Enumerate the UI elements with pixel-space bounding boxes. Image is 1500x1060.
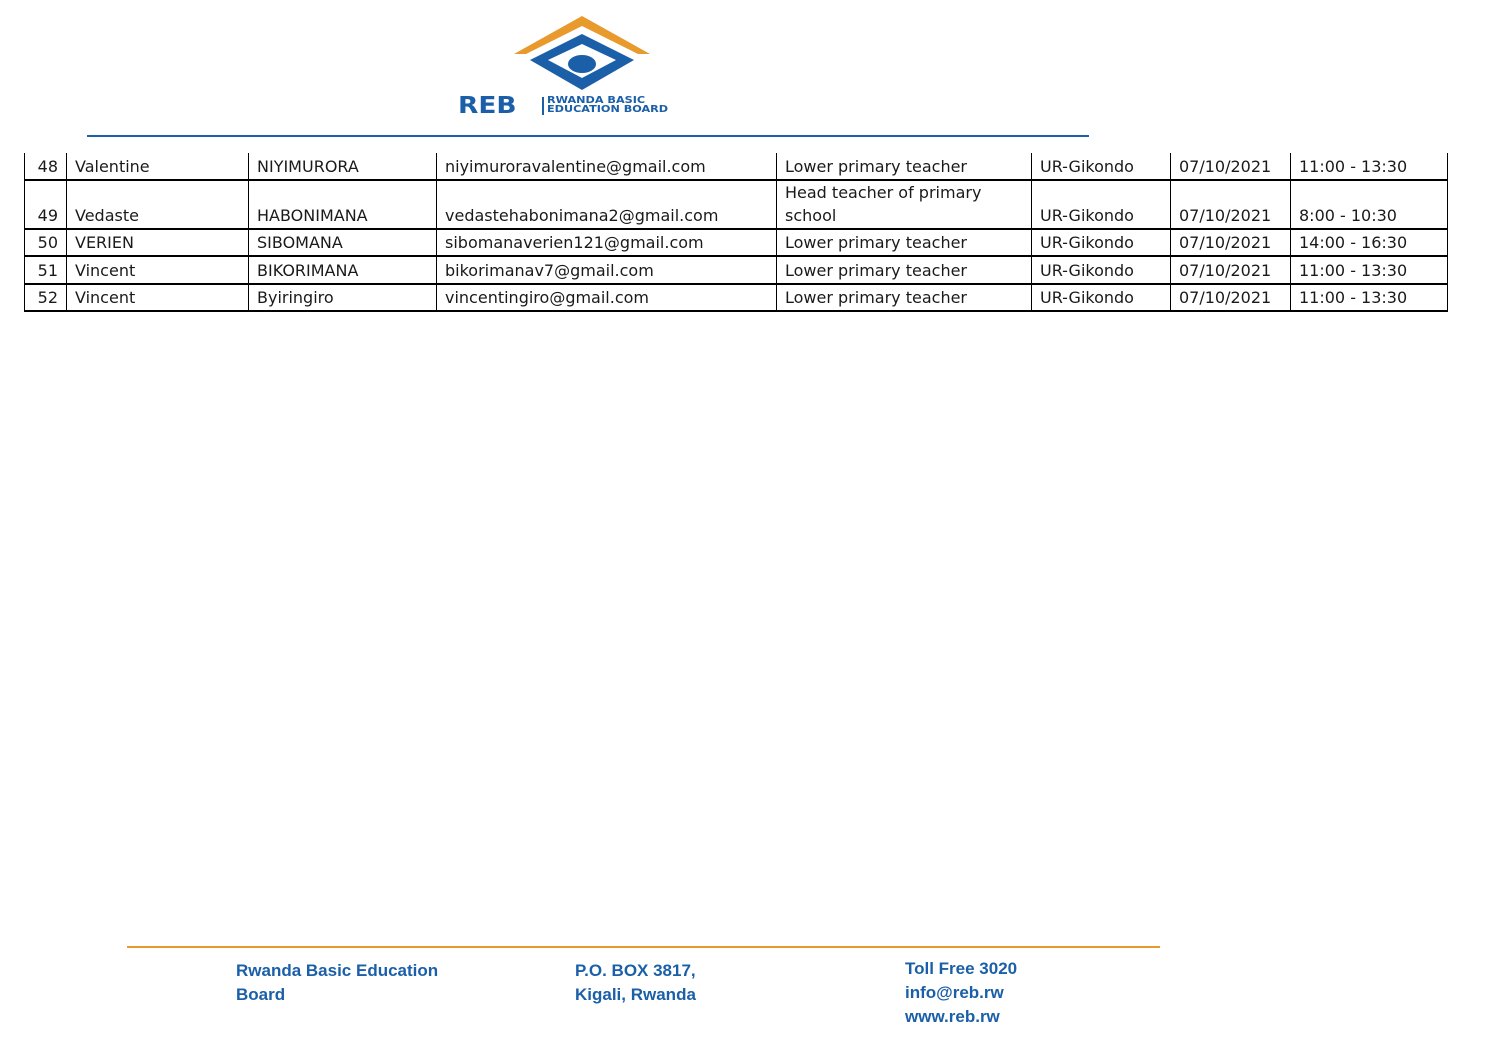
table-row xyxy=(25,153,1448,180)
center: UR-Gikondo xyxy=(1032,153,1171,180)
last-name: HABONIMANA xyxy=(249,180,437,229)
center: UR-Gikondo xyxy=(1032,256,1171,284)
last-name: Byiringiro xyxy=(249,284,437,311)
footer-org xyxy=(236,959,438,1007)
table-row xyxy=(25,256,1448,284)
logo-divider xyxy=(542,97,544,115)
time-slot: 14:00 - 16:30 xyxy=(1291,229,1448,256)
footer-address-line2: Kigali, Rwanda xyxy=(575,985,696,1004)
date: 07/10/2021 xyxy=(1171,284,1291,311)
center: UR-Gikondo xyxy=(1032,284,1171,311)
footer-website: www.reb.rw xyxy=(905,1007,1000,1026)
footer-org-line2: Board xyxy=(236,985,286,1004)
email: vedastehabonimana2@gmail.com xyxy=(437,180,777,229)
center: UR-Gikondo xyxy=(1032,180,1171,229)
position xyxy=(777,180,1032,229)
date: 07/10/2021 xyxy=(1171,229,1291,256)
position-line2: school xyxy=(785,206,837,225)
participants-table xyxy=(24,153,1448,312)
position: Lower primary teacher xyxy=(777,284,1032,311)
last-name: NIYIMURORA xyxy=(249,153,437,180)
footer-tollfree: Toll Free 3020 xyxy=(905,959,1018,978)
footer-address xyxy=(575,959,696,1007)
last-name: BIKORIMANA xyxy=(249,256,437,284)
time-slot: 11:00 - 13:30 xyxy=(1291,153,1448,180)
first-name: VERIEN xyxy=(67,229,249,256)
logo-line2: EDUCATION BOARD xyxy=(547,104,669,115)
table-row xyxy=(25,180,1448,229)
email: sibomanaverien121@gmail.com xyxy=(437,229,777,256)
email: niyimuroravalentine@gmail.com xyxy=(437,153,777,180)
date: 07/10/2021 xyxy=(1171,153,1291,180)
footer-address-line1: P.O. BOX 3817, xyxy=(575,961,696,980)
row-number: 50 xyxy=(25,229,67,256)
email: vincentingiro@gmail.com xyxy=(437,284,777,311)
reb-logo xyxy=(456,14,708,118)
time-slot: 11:00 - 13:30 xyxy=(1291,256,1448,284)
table-row xyxy=(25,229,1448,256)
row-number: 52 xyxy=(25,284,67,311)
time-slot: 11:00 - 13:30 xyxy=(1291,284,1448,311)
center: UR-Gikondo xyxy=(1032,229,1171,256)
row-number: 48 xyxy=(25,153,67,180)
footer-contact xyxy=(905,957,1017,1029)
position: Lower primary teacher xyxy=(777,229,1032,256)
email: bikorimanav7@gmail.com xyxy=(437,256,777,284)
footer-divider xyxy=(127,946,1160,948)
position-line1: Head teacher of primary xyxy=(785,183,982,202)
position: Lower primary teacher xyxy=(777,256,1032,284)
position: Lower primary teacher xyxy=(777,153,1032,180)
first-name: Vedaste xyxy=(67,180,249,229)
first-name: Valentine xyxy=(67,153,249,180)
first-name: Vincent xyxy=(67,284,249,311)
date: 07/10/2021 xyxy=(1171,180,1291,229)
row-number: 51 xyxy=(25,256,67,284)
reb-emblem-icon xyxy=(456,14,708,94)
footer-email: info@reb.rw xyxy=(905,983,1004,1002)
header-divider xyxy=(87,135,1089,137)
logo-abbr: REB xyxy=(458,93,517,119)
date: 07/10/2021 xyxy=(1171,256,1291,284)
footer-org-line1: Rwanda Basic Education xyxy=(236,961,439,980)
last-name: SIBOMANA xyxy=(249,229,437,256)
logo-line1: RWANDA BASIC xyxy=(547,95,646,106)
row-number: 49 xyxy=(25,180,67,229)
time-slot: 8:00 - 10:30 xyxy=(1291,180,1448,229)
first-name: Vincent xyxy=(67,256,249,284)
table-row xyxy=(25,284,1448,311)
